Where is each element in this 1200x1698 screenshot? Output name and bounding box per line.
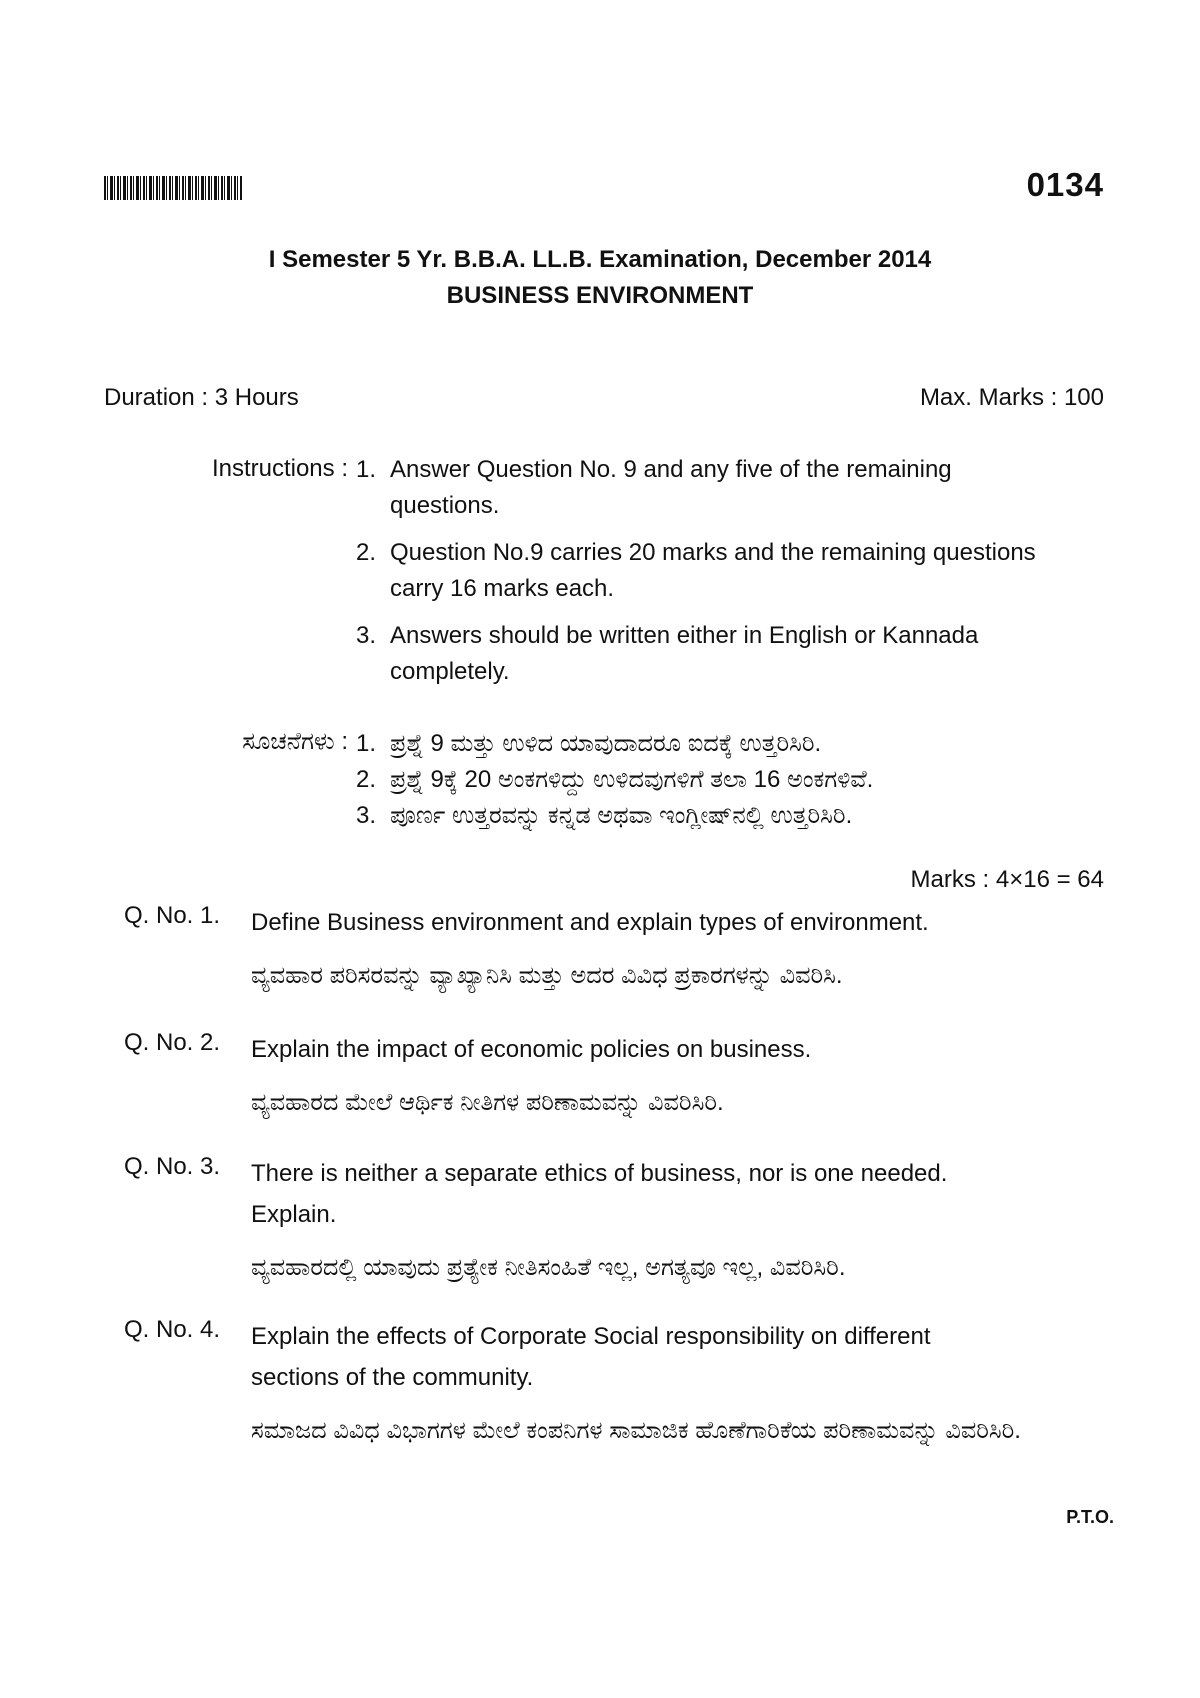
instruction-number: 3.: [356, 802, 377, 829]
instruction-number: 3.: [356, 622, 377, 649]
paper-code: 0134: [1026, 166, 1104, 203]
question-number: Q. No. 4.: [124, 1316, 221, 1343]
marks-breakdown: Marks : 4×16 = 64: [910, 866, 1104, 893]
question-text-english: Define Business environment and explain types of environment.: [251, 909, 929, 936]
question-text-english: There is neither a separate ethics of business, nor is one needed. Explain.: [251, 1160, 948, 1228]
barcode-image: [104, 176, 242, 200]
subject-title: BUSINESS ENVIRONMENT: [446, 282, 754, 309]
kannada-instruction-item: [356, 762, 1056, 798]
duration-text: Duration : 3 Hours: [104, 384, 299, 411]
max-marks-text: Max. Marks : 100: [919, 384, 1104, 411]
instruction-item: [356, 618, 1056, 690]
question-text-kannada: ವ್ಯವಹಾರದ ಮೇಲೆ ಆರ್ಥಿಕ ನೀತಿಗಳ ಪರಿಣಾಮವನ್ನು ವಿವರಿಸಿರಿ.: [251, 1089, 724, 1116]
instruction-item: [356, 452, 1056, 524]
instruction-number: 1.: [356, 456, 377, 483]
question-text-kannada: ವ್ಯವಹಾರ ಪರಿಸರವನ್ನು ವ್ಯಾಖ್ಯಾನಿಸಿ ಮತ್ತು ಅದರ ವಿವಿಧ ಪ್ರಕಾರಗಳನ್ನು ವಿವರಿಸಿ.: [251, 962, 843, 989]
instruction-text: Answers should be written either in English or Kannada completely.: [390, 622, 979, 685]
question-text-english: Explain the effects of Corporate Social responsibility on different sections of the community.: [251, 1323, 931, 1391]
please-turn-over: P.T.O.: [1066, 1507, 1114, 1527]
kannada-instruction-item: [356, 726, 1056, 762]
question-number: Q. No. 3.: [124, 1153, 221, 1180]
instruction-text: Question No.9 carries 20 marks and the remaining questions carry 16 marks each.: [390, 539, 1036, 602]
question-4: [124, 1316, 1024, 1450]
kannada-instruction-text: ಪ್ರಶ್ನೆ 9 ಮತ್ತು ಉಳಿದ ಯಾವುದಾದರೂ ಐದಕ್ಕೆ ಉತ್ತರಿಸಿರಿ.: [390, 730, 822, 757]
question-text-english: Explain the impact of economic policies on business.: [251, 1036, 812, 1063]
question-text-kannada: ವ್ಯವಹಾರದಲ್ಲಿ ಯಾವುದು ಪ್ರತ್ಯೇಕ ನೀತಿಸಂಹಿತೆ ಇಲ್ಲ, ಅಗತ್ಯವೂ ಇಲ್ಲ, ವಿವರಿಸಿರಿ.: [251, 1254, 846, 1281]
kannada-instruction-text: ಪ್ರಶ್ನೆ 9ಕ್ಕೆ 20 ಅಂಕಗಳಿದ್ದು ಉಳಿದವುಗಳಿಗೆ ತಲಾ 16 ಅಂಕಗಳಿವೆ.: [390, 766, 874, 793]
exam-title: I Semester 5 Yr. B.B.A. LL.B. Examination, December 2014: [268, 246, 932, 273]
instruction-text: Answer Question No. 9 and any five of the remaining questions.: [390, 456, 952, 519]
kannada-instruction-item: [356, 798, 1056, 834]
instruction-item: [356, 535, 1056, 607]
question-1: [124, 902, 1024, 995]
instruction-number: 2.: [356, 766, 377, 793]
instruction-number: 2.: [356, 539, 377, 566]
kannada-instruction-text: ಪೂರ್ಣ ಉತ್ತರವನ್ನು ಕನ್ನಡ ಅಥವಾ ಇಂಗ್ಲೀಷ್‌ನಲ್ಲಿ ಉತ್ತರಿಸಿರಿ.: [390, 802, 853, 829]
kannada-instructions-list: [356, 726, 1056, 834]
question-number: Q. No. 2.: [124, 1029, 221, 1056]
kannada-instructions-label: ಸೂಚನೆಗಳು :: [242, 728, 348, 755]
instructions-label: Instructions :: [211, 455, 348, 482]
question-3: [124, 1153, 1024, 1287]
question-text-kannada: ಸಮಾಜದ ವಿವಿಧ ವಿಭಾಗಗಳ ಮೇಲೆ ಕಂಪನಿಗಳ ಸಾಮಾಜಿಕ ಹೊಣೆಗಾರಿಕೆಯ ಪರಿಣಾಮವನ್ನು ವಿವರಿಸಿರಿ.: [251, 1417, 1021, 1444]
question-2: [124, 1029, 1024, 1122]
instruction-number: 1.: [356, 730, 377, 757]
instructions-list: [356, 452, 1056, 701]
question-number: Q. No. 1.: [124, 902, 221, 929]
